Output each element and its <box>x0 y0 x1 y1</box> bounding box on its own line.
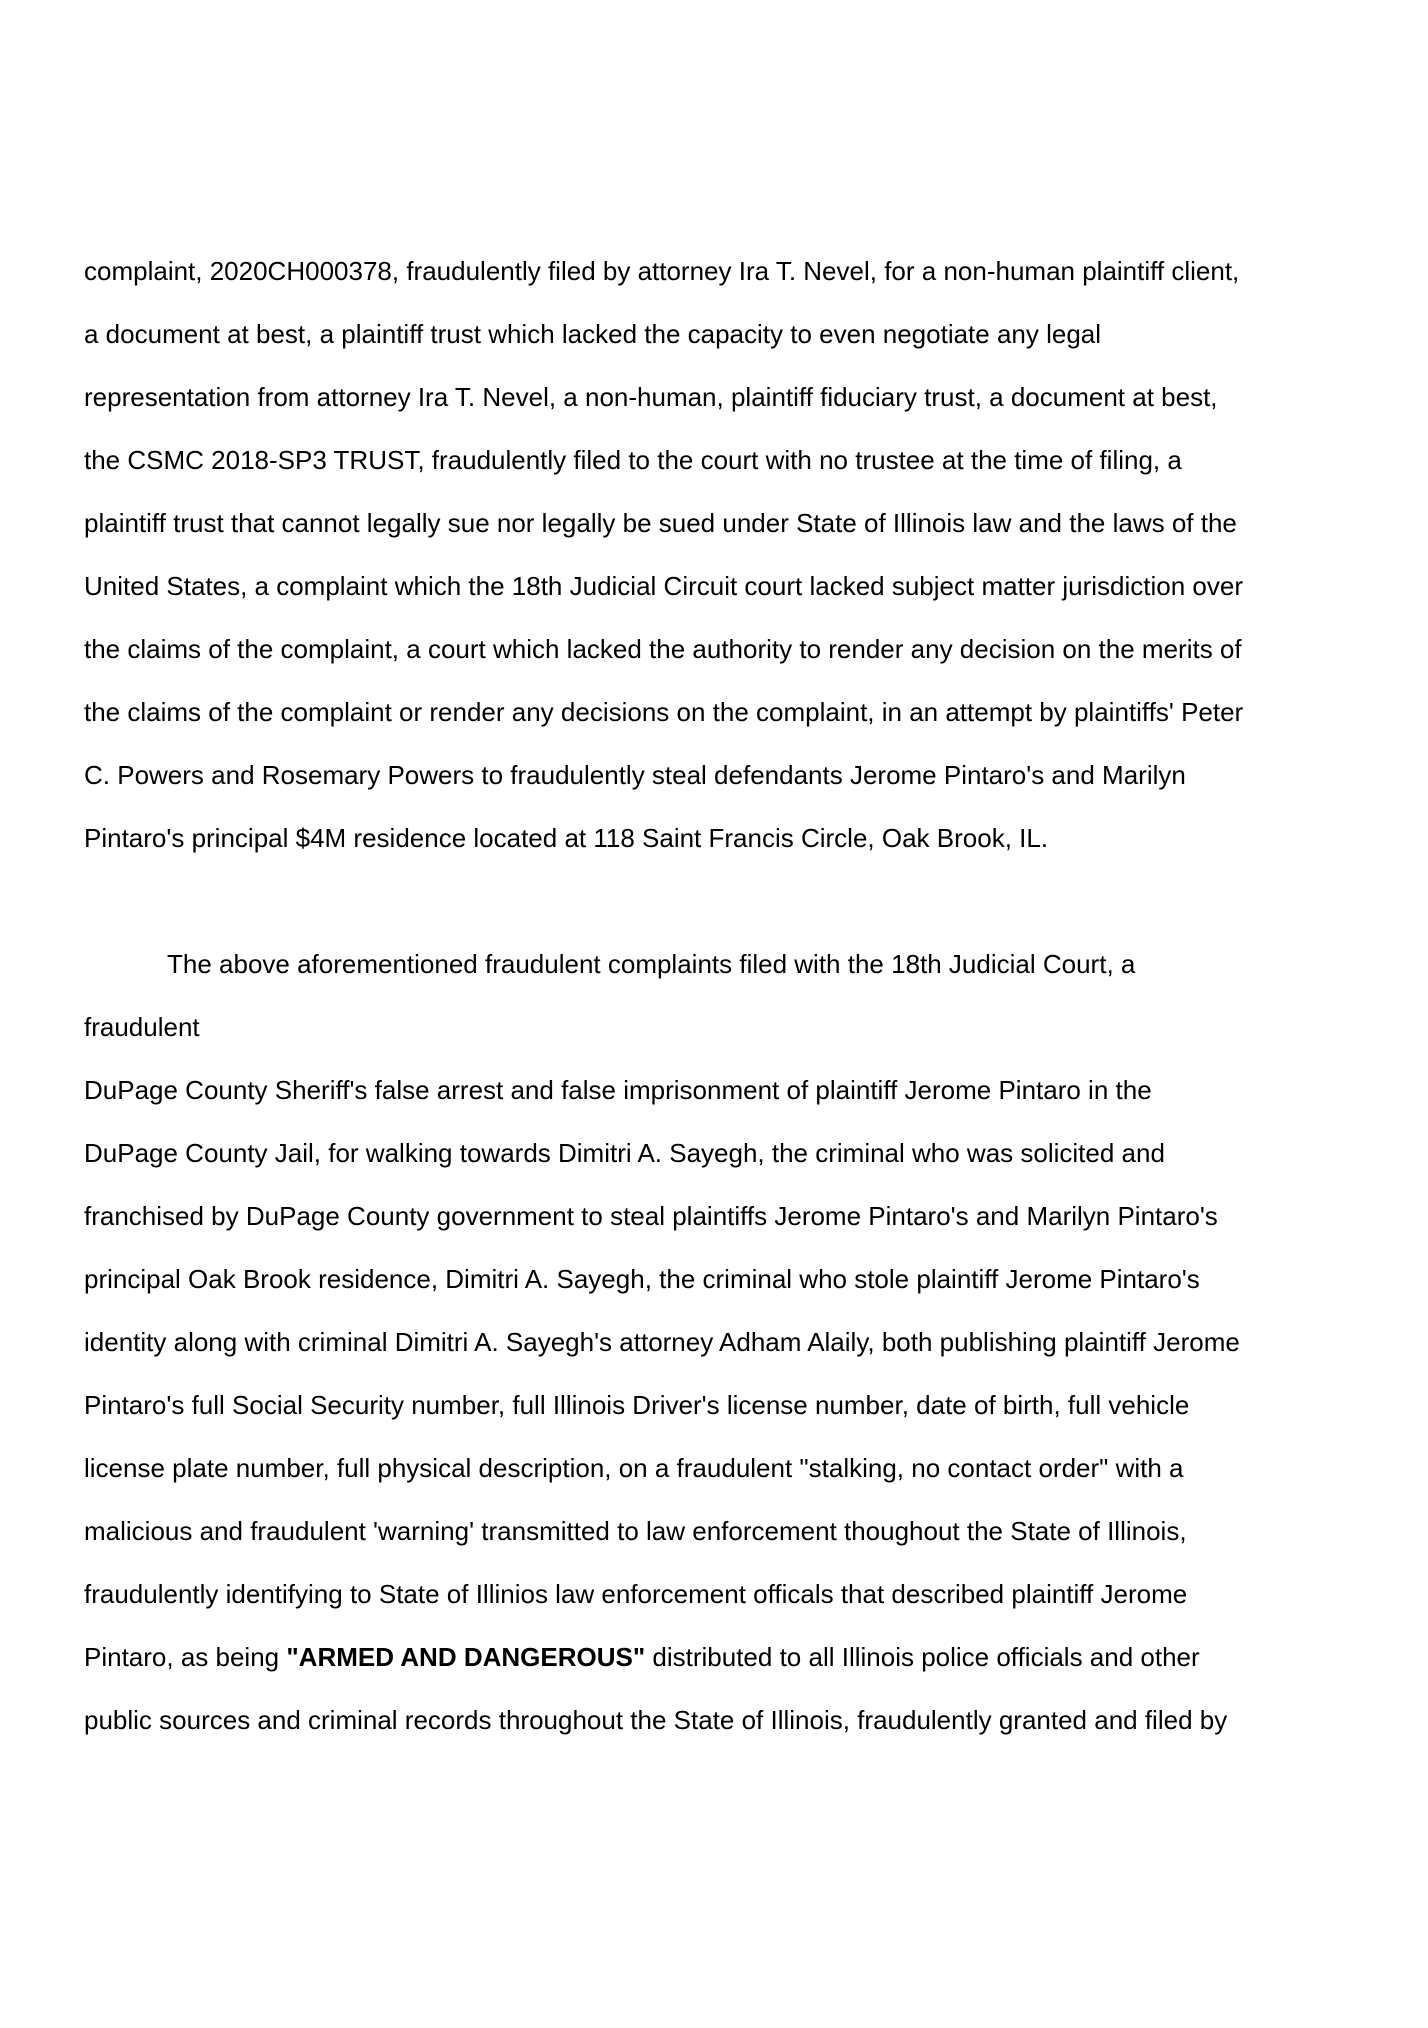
body-text-line: DuPage County Sheriff's false arrest and false imprisonment of plaintiff Jerome Pintaro in the <box>84 1075 1152 1105</box>
body-text-line: Pintaro's full Social Security number, full Illinois Driver's license number, date of birth, full vehicle <box>84 1390 1190 1420</box>
body-text-line: representation from attorney Ira T. Nevel, a non-human, plaintiff fiduciary trust, a document at best, <box>84 382 1218 412</box>
body-text-line: complaint, 2020CH000378, fraudulently filed by attorney Ira T. Nevel, for a non-human plaintiff client, <box>84 256 1240 286</box>
body-text-line: franchised by DuPage County government to steal plaintiffs Jerome Pintaro's and Marilyn Pintaro's <box>84 1201 1218 1231</box>
body-text-line: fraudulently identifying to State of Illinios law enforcement officals that described plaintiff Jerome <box>84 1579 1188 1609</box>
body-text-line: identity along with criminal Dimitri A. Sayegh's attorney Adham Alaily, both publishing plaintiff Jerome <box>84 1327 1240 1357</box>
body-text-line: DuPage County Jail, for walking towards Dimitri A. Sayegh, the criminal who was solicited and <box>84 1138 1165 1168</box>
body-text-line: plaintiff trust that cannot legally sue nor legally be sued under State of Illinois law and the laws of the <box>84 508 1237 538</box>
body-text-line: malicious and fraudulent 'warning' transmitted to law enforcement thoughout the State of Illinois, <box>84 1516 1187 1546</box>
body-text-line-emphasis <box>84 1642 1200 1672</box>
body-text-line: United States, a complaint which the 18th Judicial Circuit court lacked subject matter jurisdiction over <box>84 571 1243 601</box>
body-text-line: the CSMC 2018-SP3 TRUST, fraudulently filed to the court with no trustee at the time of filing, a <box>84 445 1182 475</box>
body-text-line: the claims of the complaint or render any decisions on the complaint, in an attempt by plaintiffs' Peter <box>84 697 1244 727</box>
emphasis-text-before: Pintaro, as being <box>84 1642 287 1672</box>
body-text-line: fraudulent <box>84 1012 200 1042</box>
body-text-line: public sources and criminal records throughout the State of Illinois, fraudulently granted and filed by <box>84 1705 1228 1735</box>
body-text-line: principal Oak Brook residence, Dimitri A. Sayegh, the criminal who stole plaintiff Jerome Pintaro's <box>84 1264 1200 1294</box>
armed-and-dangerous-bold-text: "ARMED AND DANGEROUS" <box>286 1642 646 1672</box>
body-text-line: C. Powers and Rosemary Powers to fraudulently steal defendants Jerome Pintaro's and Marilyn <box>84 760 1186 790</box>
body-text-line: a document at best, a plaintiff trust which lacked the capacity to even negotiate any legal <box>84 319 1102 349</box>
emphasis-text-after: distributed to all Illinois police officials and other <box>645 1642 1200 1672</box>
body-text-line: license plate number, full physical description, on a fraudulent "stalking, no contact order" with a <box>84 1453 1184 1483</box>
paragraph-first-line: The above aforementioned fraudulent complaints filed with the 18th Judicial Court, a <box>167 949 1136 979</box>
body-text-line: Pintaro's principal $4M residence located at 118 Saint Francis Circle, Oak Brook, IL. <box>84 823 1049 853</box>
body-text-line: the claims of the complaint, a court which lacked the authority to render any decision on the merits of <box>84 634 1242 664</box>
